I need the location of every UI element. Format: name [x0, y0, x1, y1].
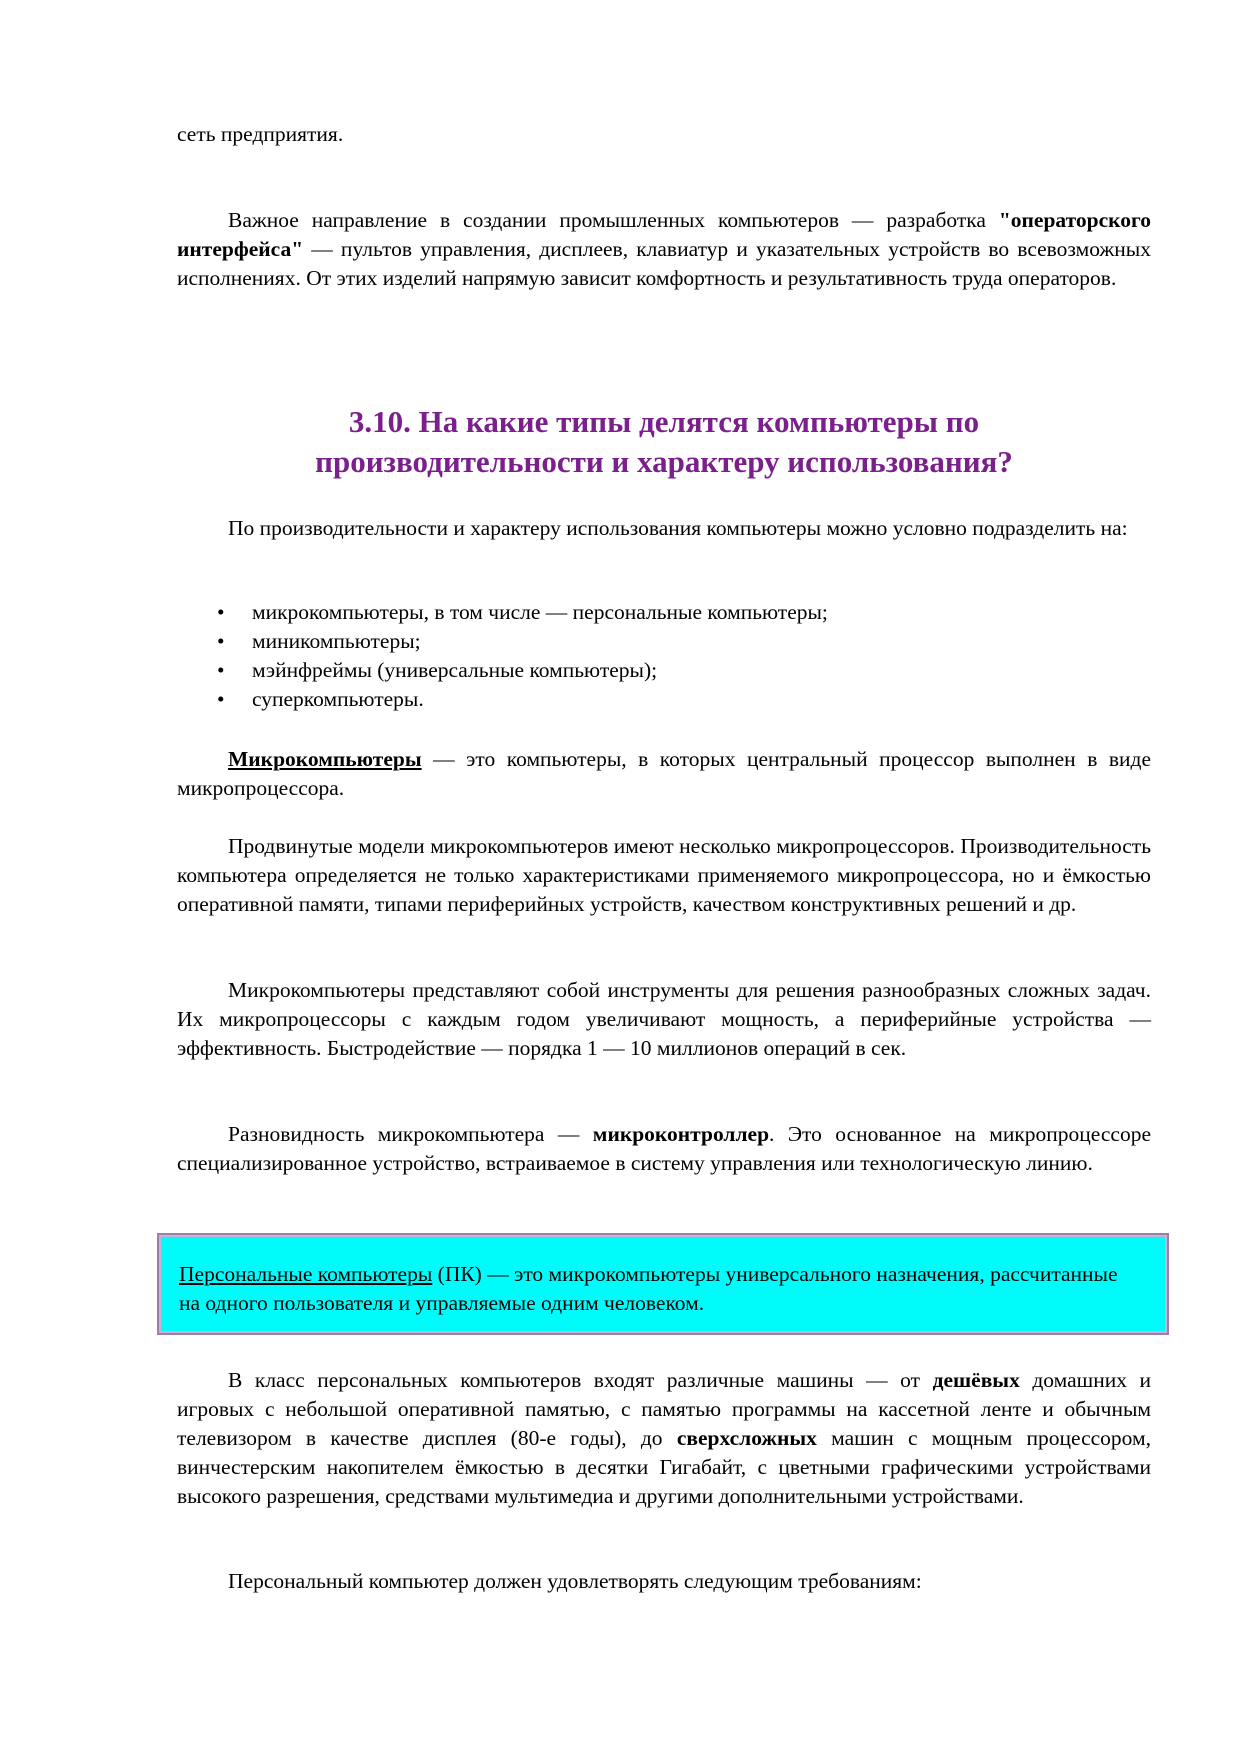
bold-term: дешёвых — [932, 1368, 1020, 1392]
list-item — [177, 656, 1151, 685]
list-item-text: суперкомпьютеры. — [252, 687, 424, 711]
bold-term: сверхсложных — [676, 1426, 817, 1450]
list-item-text: миникомпьютеры; — [252, 629, 421, 653]
callout-text — [179, 1260, 1139, 1318]
paragraph-text: сеть предприятия. — [177, 122, 344, 146]
bullet-icon: • — [217, 658, 225, 682]
paragraph-text: Разновидность микрокомпьютера — — [228, 1122, 593, 1146]
paragraph-text: Продвинутые модели микрокомпьютеров имеют несколько микропроцессоров. Производительность компьютера определяется не только характеристиками применяемого микропроцессора, но и ёмкостью оперативной памяти, типами периферийных устройств, качеством конструктивных решений и др. — [177, 834, 1151, 916]
definition-callout-box — [157, 1233, 1169, 1335]
paragraph-advanced-models — [177, 832, 1151, 919]
paragraph-text: Микрокомпьютеры представляют собой инструменты для решения разнообразных сложных задач. Их микропроцессоры с каждым годом увеличивают мощность, а периферийные устройства — эффективность. Быстродействие — порядка 1 — 10 миллионов операций в сек. — [177, 978, 1151, 1060]
paragraph-text: — пультов управления, дисплеев, клавиатур и указательных устройств во всевозможных исполнениях. От этих изделий напрямую зависит комфортность и результативность труда операторов. — [177, 237, 1151, 290]
paragraph-text: . Это основанное на микропроцессоре специализированное устройство, встраиваемое в систему управления или технологическую линию. — [177, 1122, 1151, 1175]
defined-term: Микрокомпьютеры — [228, 747, 422, 771]
bullet-icon: • — [217, 600, 225, 624]
paragraph-intro — [177, 514, 1151, 543]
paragraph-micro-definition — [177, 745, 1151, 803]
paragraph-pc-class — [177, 1366, 1151, 1511]
list-item-text: мэйнфреймы (универсальные компьютеры); — [252, 658, 658, 682]
computer-types-list — [177, 598, 1151, 714]
paragraph-microcontroller — [177, 1120, 1151, 1178]
bullet-icon: • — [217, 687, 225, 711]
list-item — [177, 627, 1151, 656]
bold-term: "операторского интерфейса" — [177, 208, 1151, 261]
paragraph-text: Персональный компьютер должен удовлетворять следующим требованиям: — [228, 1569, 922, 1593]
paragraph-tools — [177, 976, 1151, 1063]
list-item-text: микрокомпьютеры, в том числе — персональные компьютеры; — [252, 600, 828, 624]
paragraph-text: В класс персональных компьютеров входят различные машины — от — [228, 1368, 933, 1392]
heading-line-2: производительности и характеру использования? — [315, 444, 1013, 479]
paragraph-requirements — [177, 1567, 1151, 1596]
paragraph-text: По производительности и характеру использования компьютеры можно условно подразделить на: — [228, 516, 1128, 540]
defined-term: Персональные компьютеры — [179, 1262, 433, 1286]
paragraph-text: — это компьютеры, в которых центральный процессор выполнен в виде микропроцессора. — [177, 747, 1151, 800]
section-heading — [177, 402, 1151, 482]
bold-term: микроконтроллер — [592, 1122, 770, 1146]
list-item — [177, 598, 1151, 627]
paragraph-operator-interface — [177, 206, 1151, 293]
heading-line-1: 3.10. На какие типы делятся компьютеры по — [348, 404, 980, 439]
bullet-icon: • — [217, 629, 225, 653]
paragraph-text: домашних и игровых с небольшой оперативной памятью, с памятью программы на кассетной ленте и обычным телевизором в качестве дисплея (80-е годы), до — [177, 1368, 1152, 1450]
paragraph-text: Важное направление в создании промышленных компьютеров — разработка — [228, 208, 999, 232]
paragraph-network-end — [177, 120, 1151, 149]
paragraph-text: машин с мощным процессором, винчестерским накопителем ёмкостью в десятки Гигабайт, с цветными графическими устройствами высокого разрешения, средствами мультимедиа и другими дополнительными устройствами. — [177, 1426, 1152, 1508]
paragraph-text: (ПК) — это микрокомпьютеры универсального назначения, рассчитанные на одного пользователя и управляемые одним человеком. — [179, 1262, 1118, 1315]
list-item — [177, 685, 1151, 714]
